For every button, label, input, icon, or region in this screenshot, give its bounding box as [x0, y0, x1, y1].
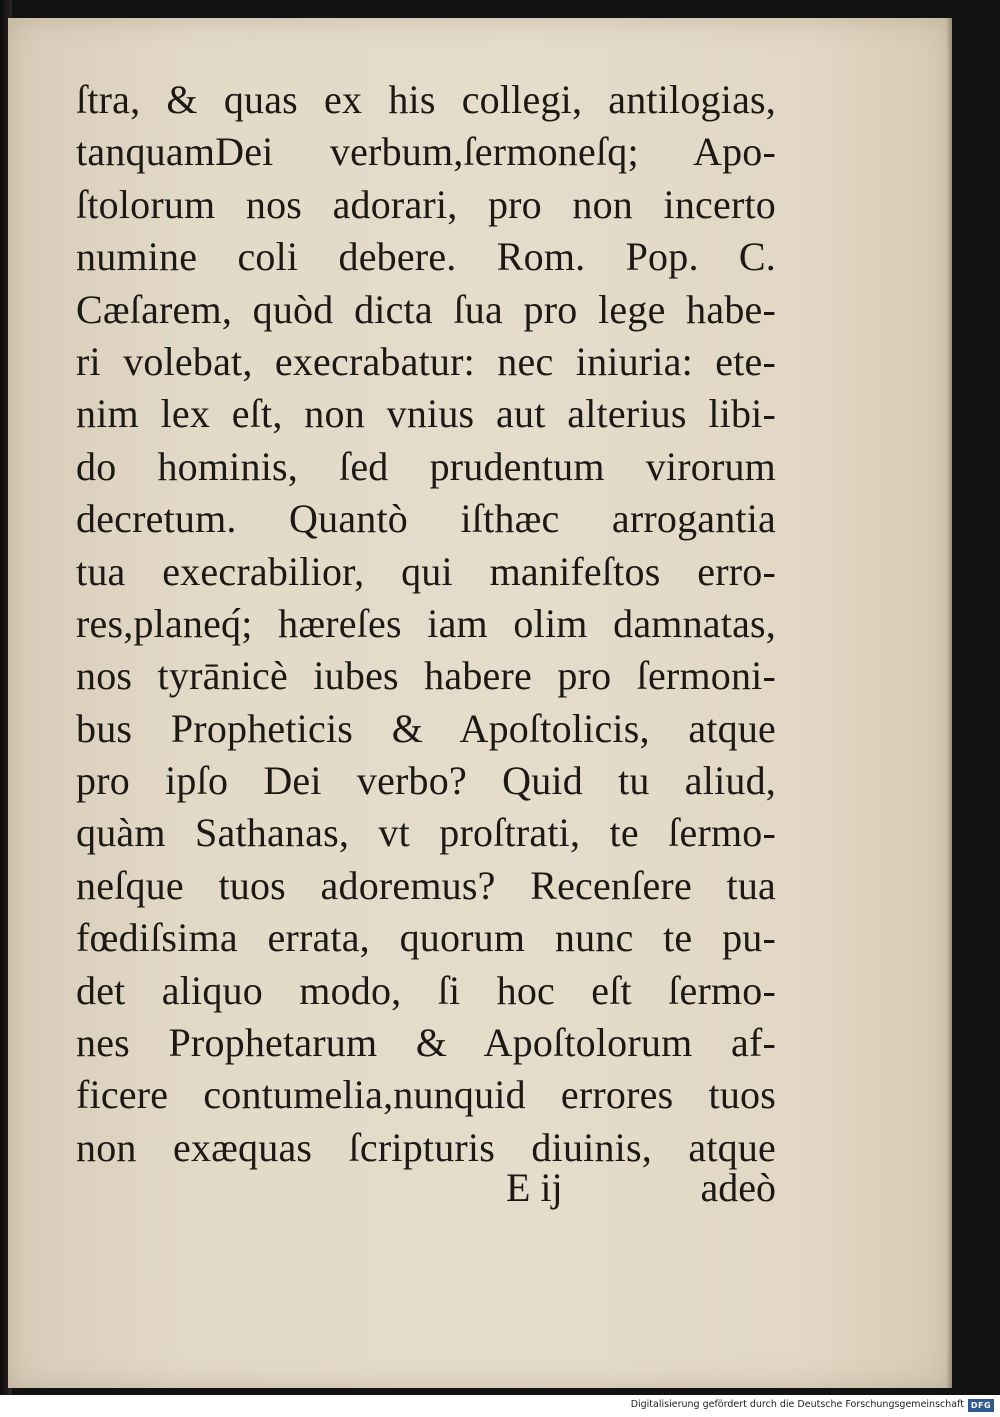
catchline — [76, 1162, 776, 1214]
text-line-2: tanquamDei verbum,ſermoneſq; Apo- — [76, 129, 776, 175]
text-line-11: res,planeq́; hæreſes iam olim damnatas, — [76, 600, 776, 646]
text-line-6: ri volebat, execrabatur: nec iniuria: ete- — [76, 338, 776, 384]
funding-credit: Digitalisierung gefördert durch die Deutsche Forschungsgemeinschaft — [630, 1399, 964, 1410]
text-line-7: nim lex eſt, non vnius aut alterius libi- — [76, 391, 776, 437]
text-line-1: ſtra, & quas ex his collegi, antilogias, — [76, 77, 776, 122]
catchword: adeò — [700, 1165, 776, 1210]
text-line-14: pro ipſo Dei verbo? Quid tu aliud, — [76, 758, 776, 804]
body-text — [76, 74, 776, 1174]
text-line-18: det aliquo modo, ſi hoc eſt ſermo- — [76, 967, 776, 1013]
footer-bar — [0, 1395, 1000, 1417]
text-line-9: decretum. Quantò iſthæc arrogantia — [76, 496, 776, 542]
text-line-8: do hominis, ſed prudentum virorum — [76, 443, 776, 489]
text-line-12: nos tyrānicè iubes habere pro ſermoni- — [76, 653, 776, 699]
text-line-17: fœdiſsima errata, quorum nunc te pu- — [76, 915, 776, 961]
text-line-10: tua execrabilior, qui manifeſtos erro- — [76, 548, 776, 594]
text-line-5: Cæſarem, quòd dicta ſua pro lege habe- — [76, 286, 776, 332]
text-line-21: non exæquas ſcripturis diuinis, atque — [76, 1124, 776, 1170]
text-line-13: bus Propheticis & Apoſtolicis, atque — [76, 705, 776, 751]
page-edge — [946, 18, 952, 1388]
text-line-15: quàm Sathanas, vt proſtrati, te ſermo- — [76, 810, 776, 856]
signature-mark: E ij — [506, 1165, 563, 1210]
text-line-16: neſque tuos adoremus? Recenſere tua — [76, 862, 776, 908]
text-line-20: ficere contumelia,nunquid errores tuos — [76, 1072, 776, 1118]
text-line-19: nes Prophetarum & Apoſtolorum af- — [76, 1020, 776, 1066]
dfg-logo: DFG — [968, 1399, 994, 1412]
text-line-4: numine coli debere. Rom. Pop. C. — [76, 234, 776, 280]
text-line-3: ſtolorum nos adorari, pro non incerto — [76, 181, 776, 227]
